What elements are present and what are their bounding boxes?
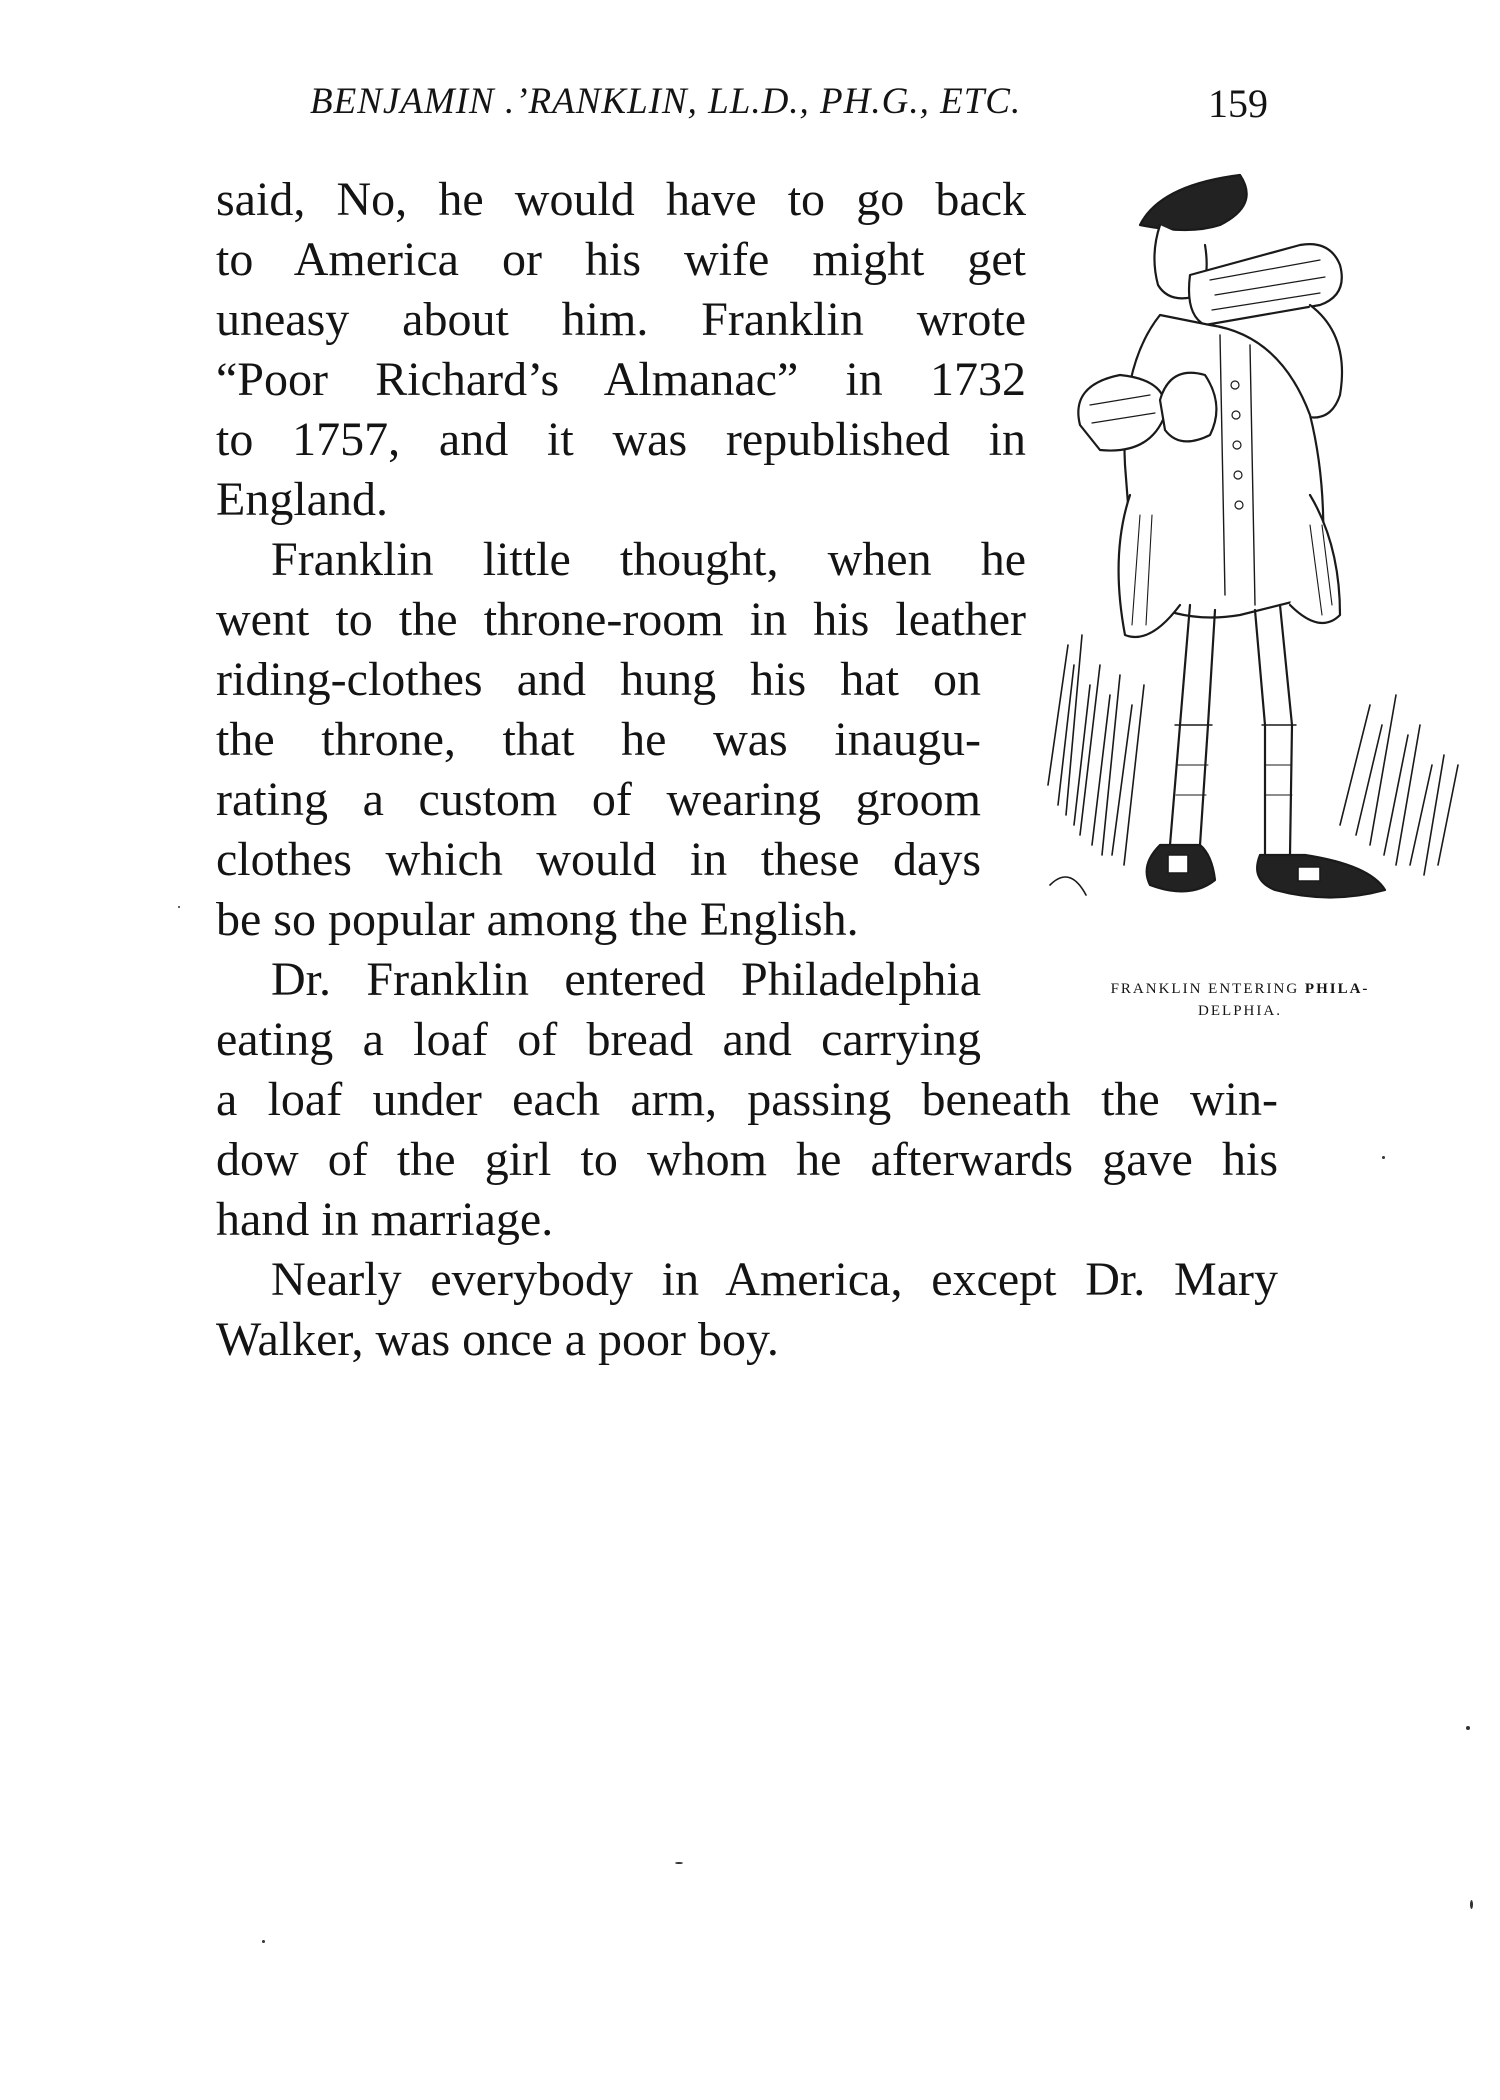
- text-line: uneasy about him. Franklin wrote: [216, 293, 1026, 346]
- text-line: hand in marriage.: [216, 1193, 554, 1246]
- text-line: riding-clothes and hung his hat on: [216, 653, 981, 706]
- print-speck: [178, 906, 180, 908]
- text-line: went to the throne-room in his leather: [216, 593, 1026, 646]
- text-line: dow of the girl to whom he afterwards gave his: [216, 1133, 1278, 1186]
- print-speck: [675, 1862, 683, 1864]
- text-line: Walker, was once a poor boy.: [216, 1313, 779, 1366]
- text-line: eating a loaf of bread and carrying: [216, 1013, 981, 1066]
- text-line: rating a custom of wearing groom: [216, 773, 981, 826]
- paragraph-start-line: Nearly everybody in America, except Dr. Mary: [271, 1253, 1278, 1306]
- text-line: the throne, that he was inaugu-: [216, 713, 981, 766]
- caption-line-1: [1060, 978, 1420, 1000]
- text-line: to America or his wife might get: [216, 233, 1026, 286]
- paragraph-start-line: Franklin little thought, when he: [271, 533, 1026, 586]
- franklin-illustration: [1040, 165, 1480, 955]
- text-line: to 1757, and it was republished in: [216, 413, 1026, 466]
- text-line: clothes which would in these days: [216, 833, 981, 886]
- hatch-strokes: [1048, 635, 1458, 895]
- caption-line-2: DELPHIA.: [1198, 1003, 1282, 1019]
- caption-text-b: PHILA-: [1304, 981, 1370, 997]
- franklin-drawing: [1040, 165, 1480, 955]
- text-line: England.: [216, 473, 388, 526]
- page-number: 159: [1208, 81, 1268, 126]
- tricorn-hat: [1140, 175, 1247, 230]
- print-speck: [1466, 1726, 1470, 1730]
- print-speck: [262, 1940, 265, 1943]
- text-line: a loaf under each arm, passing beneath the win-: [216, 1073, 1278, 1126]
- running-head-title: BENJAMIN .’RANKLIN, LL.D., PH.G., ETC.: [310, 81, 1022, 122]
- print-speck: [1470, 1900, 1473, 1909]
- text-line: said, No, he would have to go back: [216, 173, 1026, 226]
- caption-text-a: FRANKLIN ENTERING: [1110, 981, 1305, 997]
- running-head: [0, 80, 1500, 140]
- figure-caption: [1060, 978, 1420, 1022]
- text-line: “Poor Richard’s Almanac” in 1732: [216, 353, 1026, 406]
- paragraph-start-line: Dr. Franklin entered Philadelphia: [271, 953, 981, 1006]
- text-line: be so popular among the English.: [216, 893, 859, 946]
- print-speck: [1382, 1156, 1385, 1159]
